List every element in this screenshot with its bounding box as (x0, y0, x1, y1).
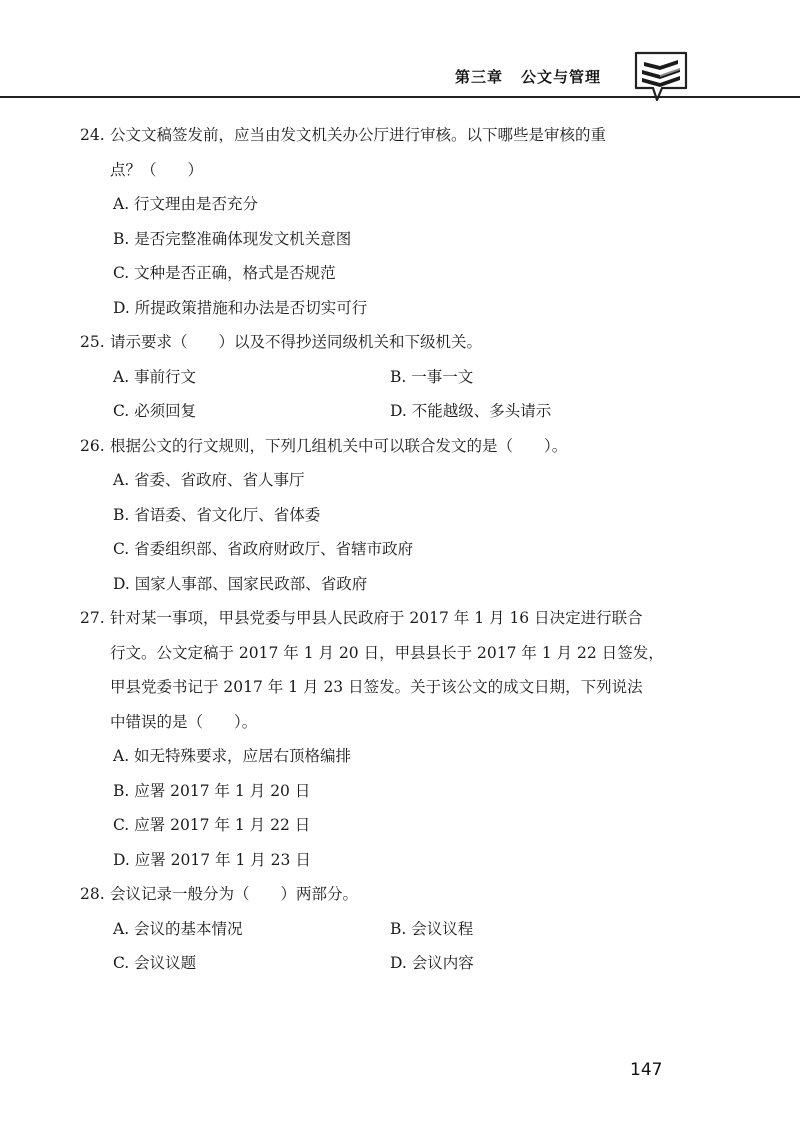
question-text-line: 会议记录一般分为（ ）两部分。 (110, 885, 359, 903)
question-number: 27. (80, 609, 105, 627)
question-list (80, 118, 700, 981)
option-d: D. 会议内容 (390, 954, 474, 972)
option-c: C. 必须回复 (113, 402, 197, 420)
header-rule (0, 96, 800, 98)
option-b: B. 应署 2017 年 1 月 20 日 (113, 781, 311, 800)
option-a: A. 事前行文 (113, 367, 197, 386)
page-number: 147 (630, 1060, 663, 1080)
question-text-line: 公文文稿签发前，应当由发文机关办公厅进行审核。以下哪些是审核的重 (110, 126, 607, 144)
question-number: 26. (80, 436, 105, 455)
question-text-line: 行文。公文定稿于 2017 年 1 月 20 日，甲县县长于 2017 年 1 月 22 日签发， (110, 643, 664, 662)
option-a: A. 会议的基本情况 (113, 919, 243, 938)
chapter-title: 公文与管理 (521, 68, 602, 86)
option-c: C. 省委组织部、省政府财政厅、省辖市政府 (113, 540, 414, 558)
question-25 (80, 325, 700, 360)
option-a: A. 行文理由是否充分 (113, 195, 259, 213)
question-text-line: 中错误的是（ ）。 (110, 712, 258, 731)
page-header (0, 0, 800, 100)
question-text-line: 针对某一事项，甲县党委与甲县人民政府于 2017 年 1 月 16 日决定进行联合 (110, 609, 643, 627)
option-b: B. 省语委、省文化厅、省体委 (113, 505, 321, 524)
option-b: B. 会议议程 (390, 919, 474, 938)
option-row (80, 394, 700, 429)
question-number: 25. (80, 333, 105, 351)
question-text-line: 甲县党委书记于 2017 年 1 月 23 日签发。关于该公文的成文日期，下列说法 (110, 678, 643, 696)
option-b: B. 一事一文 (390, 367, 474, 386)
option-c: C. 会议议题 (113, 954, 197, 972)
option-a: A. 如无特殊要求，应居右顶格编排 (113, 747, 352, 765)
option-c: C. 应署 2017 年 1 月 22 日 (113, 816, 311, 834)
chapter-heading (455, 66, 601, 87)
question-24 (80, 118, 700, 187)
question-number: 28. (80, 885, 105, 903)
option-d: D. 国家人事部、国家民政部、省政府 (113, 574, 368, 593)
option-row (80, 360, 700, 395)
question-27 (80, 601, 700, 739)
option-a: A. 省委、省政府、省人事厅 (113, 471, 305, 489)
option-d: D. 不能越级、多头请示 (390, 402, 552, 420)
question-26 (80, 429, 700, 464)
option-c: C. 文种是否正确，格式是否规范 (113, 264, 336, 282)
option-row (80, 912, 700, 947)
question-text-line: 点？（ ） (110, 160, 204, 179)
question-text-line: 根据公文的行文规则，下列几组机关中可以联合发文的是（ ）。 (110, 436, 568, 455)
chapter-number: 第三章 (455, 68, 504, 86)
option-b: B. 是否完整准确体现发文机关意图 (113, 229, 352, 248)
question-text-line: 请示要求（ ）以及不得抄送同级机关和下级机关。 (110, 333, 483, 351)
question-number: 24. (80, 126, 105, 144)
question-28 (80, 877, 700, 912)
option-d: D. 所提政策措施和办法是否切实可行 (113, 298, 368, 317)
option-row (80, 946, 700, 981)
option-d: D. 应署 2017 年 1 月 23 日 (113, 850, 311, 869)
